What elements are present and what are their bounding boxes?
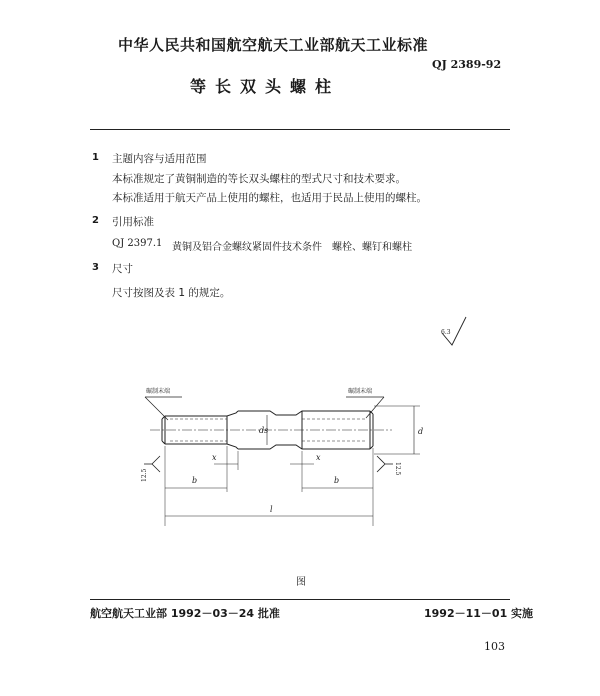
section-2-title: 引用标准 <box>112 216 154 228</box>
extension-lines <box>165 446 373 526</box>
issuing-organization: 中华人民共和国航空航天工业部航天工业标准 <box>118 36 429 54</box>
callout-right-leader <box>366 397 384 418</box>
reference-code: QJ 2397.1 <box>112 238 163 249</box>
section-1-number: 1 <box>92 152 99 163</box>
roughness-right-value: 12.5 <box>394 462 401 476</box>
document-title: 等长双头螺柱 <box>190 77 341 96</box>
section-3-paragraph-1: 尺寸按图及表 1 的规定。 <box>112 287 231 299</box>
label-l: l <box>270 505 273 514</box>
section-1-paragraph-2: 本标准适用于航天产品上使用的螺柱，也适用于民品上使用的螺柱。 <box>112 192 427 204</box>
standard-code: QJ 2389-92 <box>432 58 502 71</box>
roughness-left-value: 12.5 <box>141 468 148 482</box>
label-b-right: b <box>334 476 340 485</box>
reference-text: 黄铜及铝合金螺纹紧固件技术条件 螺栓、螺钉和螺柱 <box>172 242 412 253</box>
section-3-title: 尺寸 <box>112 263 133 275</box>
section-1-title: 主题内容与适用范围 <box>112 153 207 165</box>
label-x-right: x <box>316 453 321 462</box>
callout-right-text: 碾制末端 <box>348 388 373 395</box>
section-1-paragraph-1: 本标准规定了黄铜制造的等长双头螺柱的型式尺寸和技术要求。 <box>112 173 406 185</box>
callout-left-text: 碾制末端 <box>146 388 171 395</box>
roughness-main-value: 6.3 <box>441 329 451 336</box>
section-2-number: 2 <box>92 215 99 226</box>
figure-caption: 图 <box>296 577 306 588</box>
label-b-left: b <box>192 476 198 485</box>
label-ds: ds <box>259 426 269 435</box>
label-d: d <box>418 427 424 436</box>
approval-info: 航空航天工业部 1992－03－24 批准 <box>90 607 280 620</box>
surface-roughness-symbol-right <box>377 456 393 472</box>
page-number: 103 <box>484 640 505 653</box>
label-x-left: x <box>212 453 217 462</box>
implementation-date: 1992－11－01 实施 <box>424 607 534 620</box>
section-3-number: 3 <box>92 262 99 273</box>
footer-rule <box>90 599 510 600</box>
